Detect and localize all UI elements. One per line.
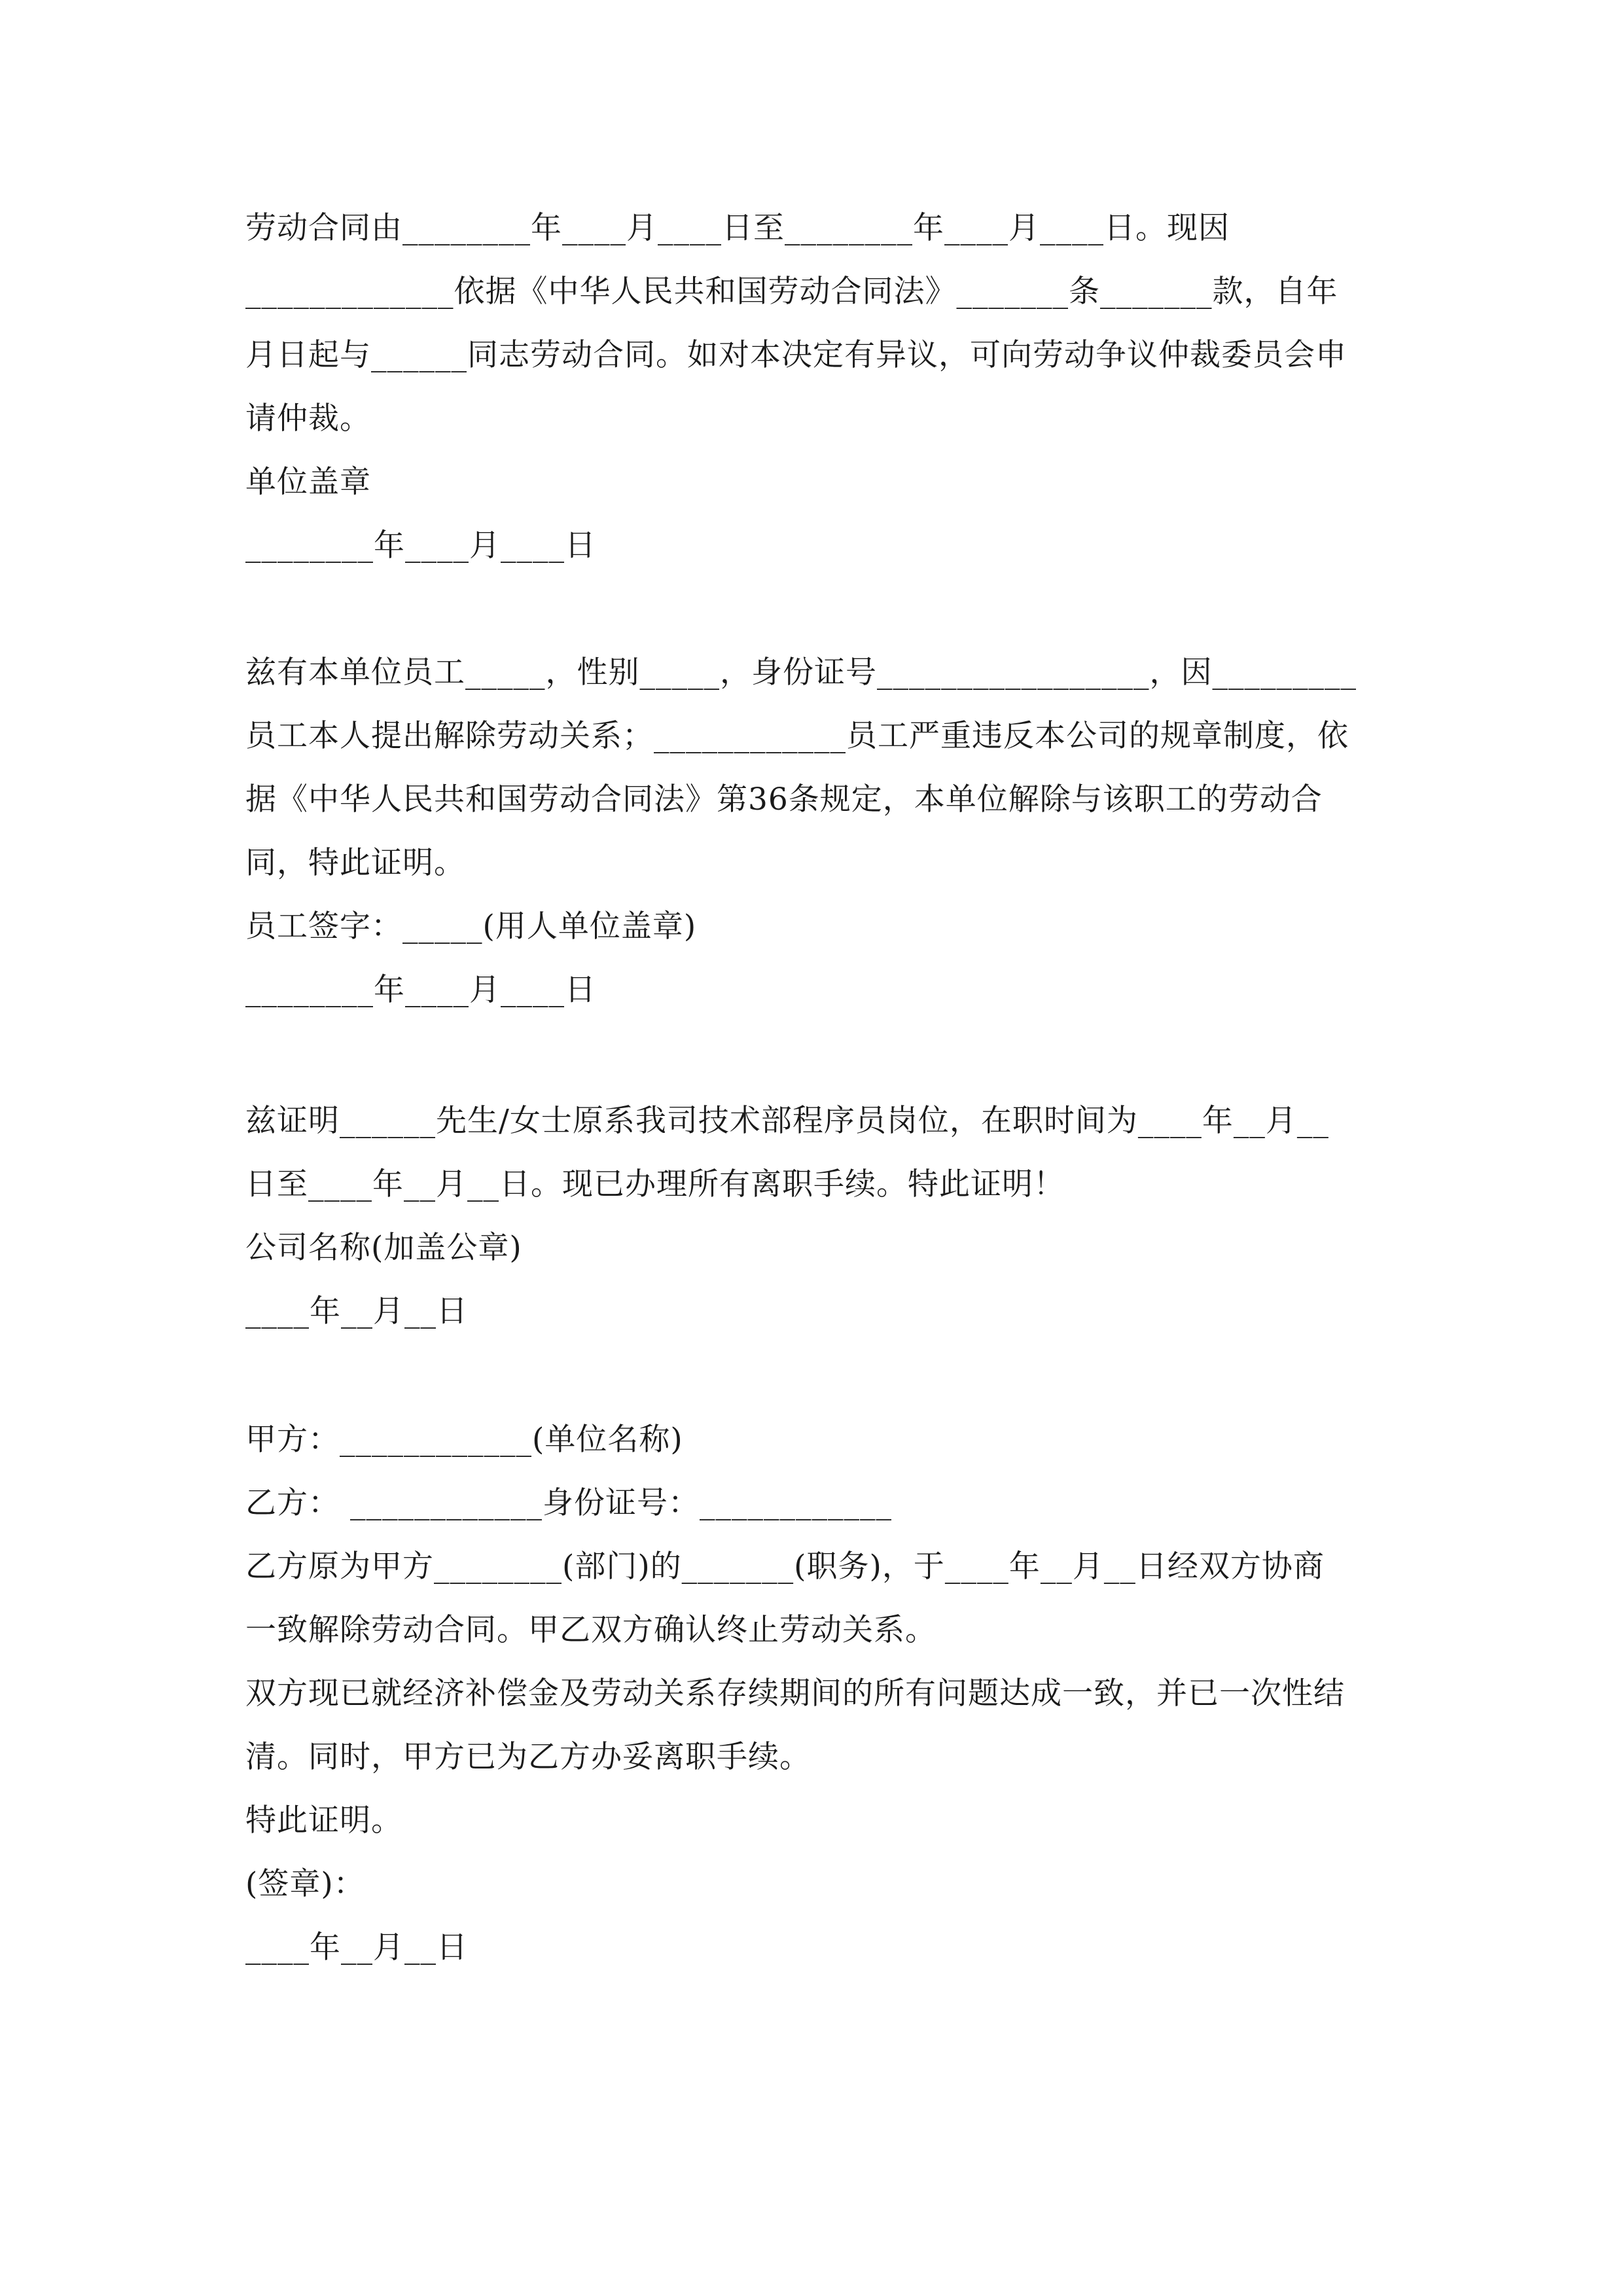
section4-date-line: ____年__月__日	[245, 1929, 468, 1965]
section1-seal-label: 单位盖章	[245, 464, 371, 500]
section1-date-line: ________年____月____日	[245, 528, 596, 564]
section3-date-line: ____年__月__日	[245, 1293, 468, 1329]
section2-paragraph-line-4: 同，特此证明。	[245, 845, 465, 881]
section4-certify-line: 特此证明。	[245, 1803, 402, 1839]
section2-paragraph-line-1: 兹有本单位员工_____，性别_____，身份证号_________________，因_________	[245, 655, 1357, 691]
section1-paragraph-line-3: 月日起与______同志劳动合同。如对本决定有异议，可向劳动争议仲裁委员会申	[245, 337, 1347, 373]
section3-company-label: 公司名称(加盖公章)	[245, 1230, 522, 1266]
section1-paragraph-line-1: 劳动合同由________年____月____日至________年____月____日。现因	[245, 210, 1230, 246]
section4-paragraph-line-1: 乙方原为甲方________(部门)的_______(职务)，于____年__月__日经双方协商	[245, 1549, 1325, 1585]
section4-seal-label: (签章)：	[245, 1866, 365, 1902]
section4-paragraph-line-4: 清。同时，甲方已为乙方办妥离职手续。	[245, 1739, 811, 1775]
section2-paragraph-line-3: 据《中华人民共和国劳动合同法》第36条规定，本单位解除与该职工的劳动合	[245, 781, 1323, 817]
section4-paragraph-line-2: 一致解除劳动合同。甲乙双方确认终止劳动关系。	[245, 1612, 936, 1648]
section3-paragraph-line-2: 日至____年__月__日。现已办理所有离职手续。特此证明！	[245, 1166, 1065, 1202]
section2-date-line: ________年____月____日	[245, 972, 596, 1008]
section2-signature-line: 员工签字：_____(用人单位盖章)	[245, 908, 697, 944]
section2-paragraph-line-2: 员工本人提出解除劳动关系；____________员工严重违反本公司的规章制度，依	[245, 718, 1349, 754]
section1-paragraph-line-2: _____________依据《中华人民共和国劳动合同法》_______条_______款，自年	[245, 274, 1338, 310]
section4-party-a-line: 甲方：____________(单位名称)	[245, 1422, 683, 1458]
section4-party-b-line: 乙方： ____________身份证号：____________	[245, 1485, 892, 1521]
section3-paragraph-line-1: 兹证明______先生/女士原系我司技术部程序员岗位，在职时间为____年__月__	[245, 1103, 1329, 1139]
section4-paragraph-line-3: 双方现已就经济补偿金及劳动关系存续期间的所有问题达成一致，并已一次性结	[245, 1676, 1345, 1712]
section1-paragraph-line-4: 请仲裁。	[245, 401, 371, 437]
